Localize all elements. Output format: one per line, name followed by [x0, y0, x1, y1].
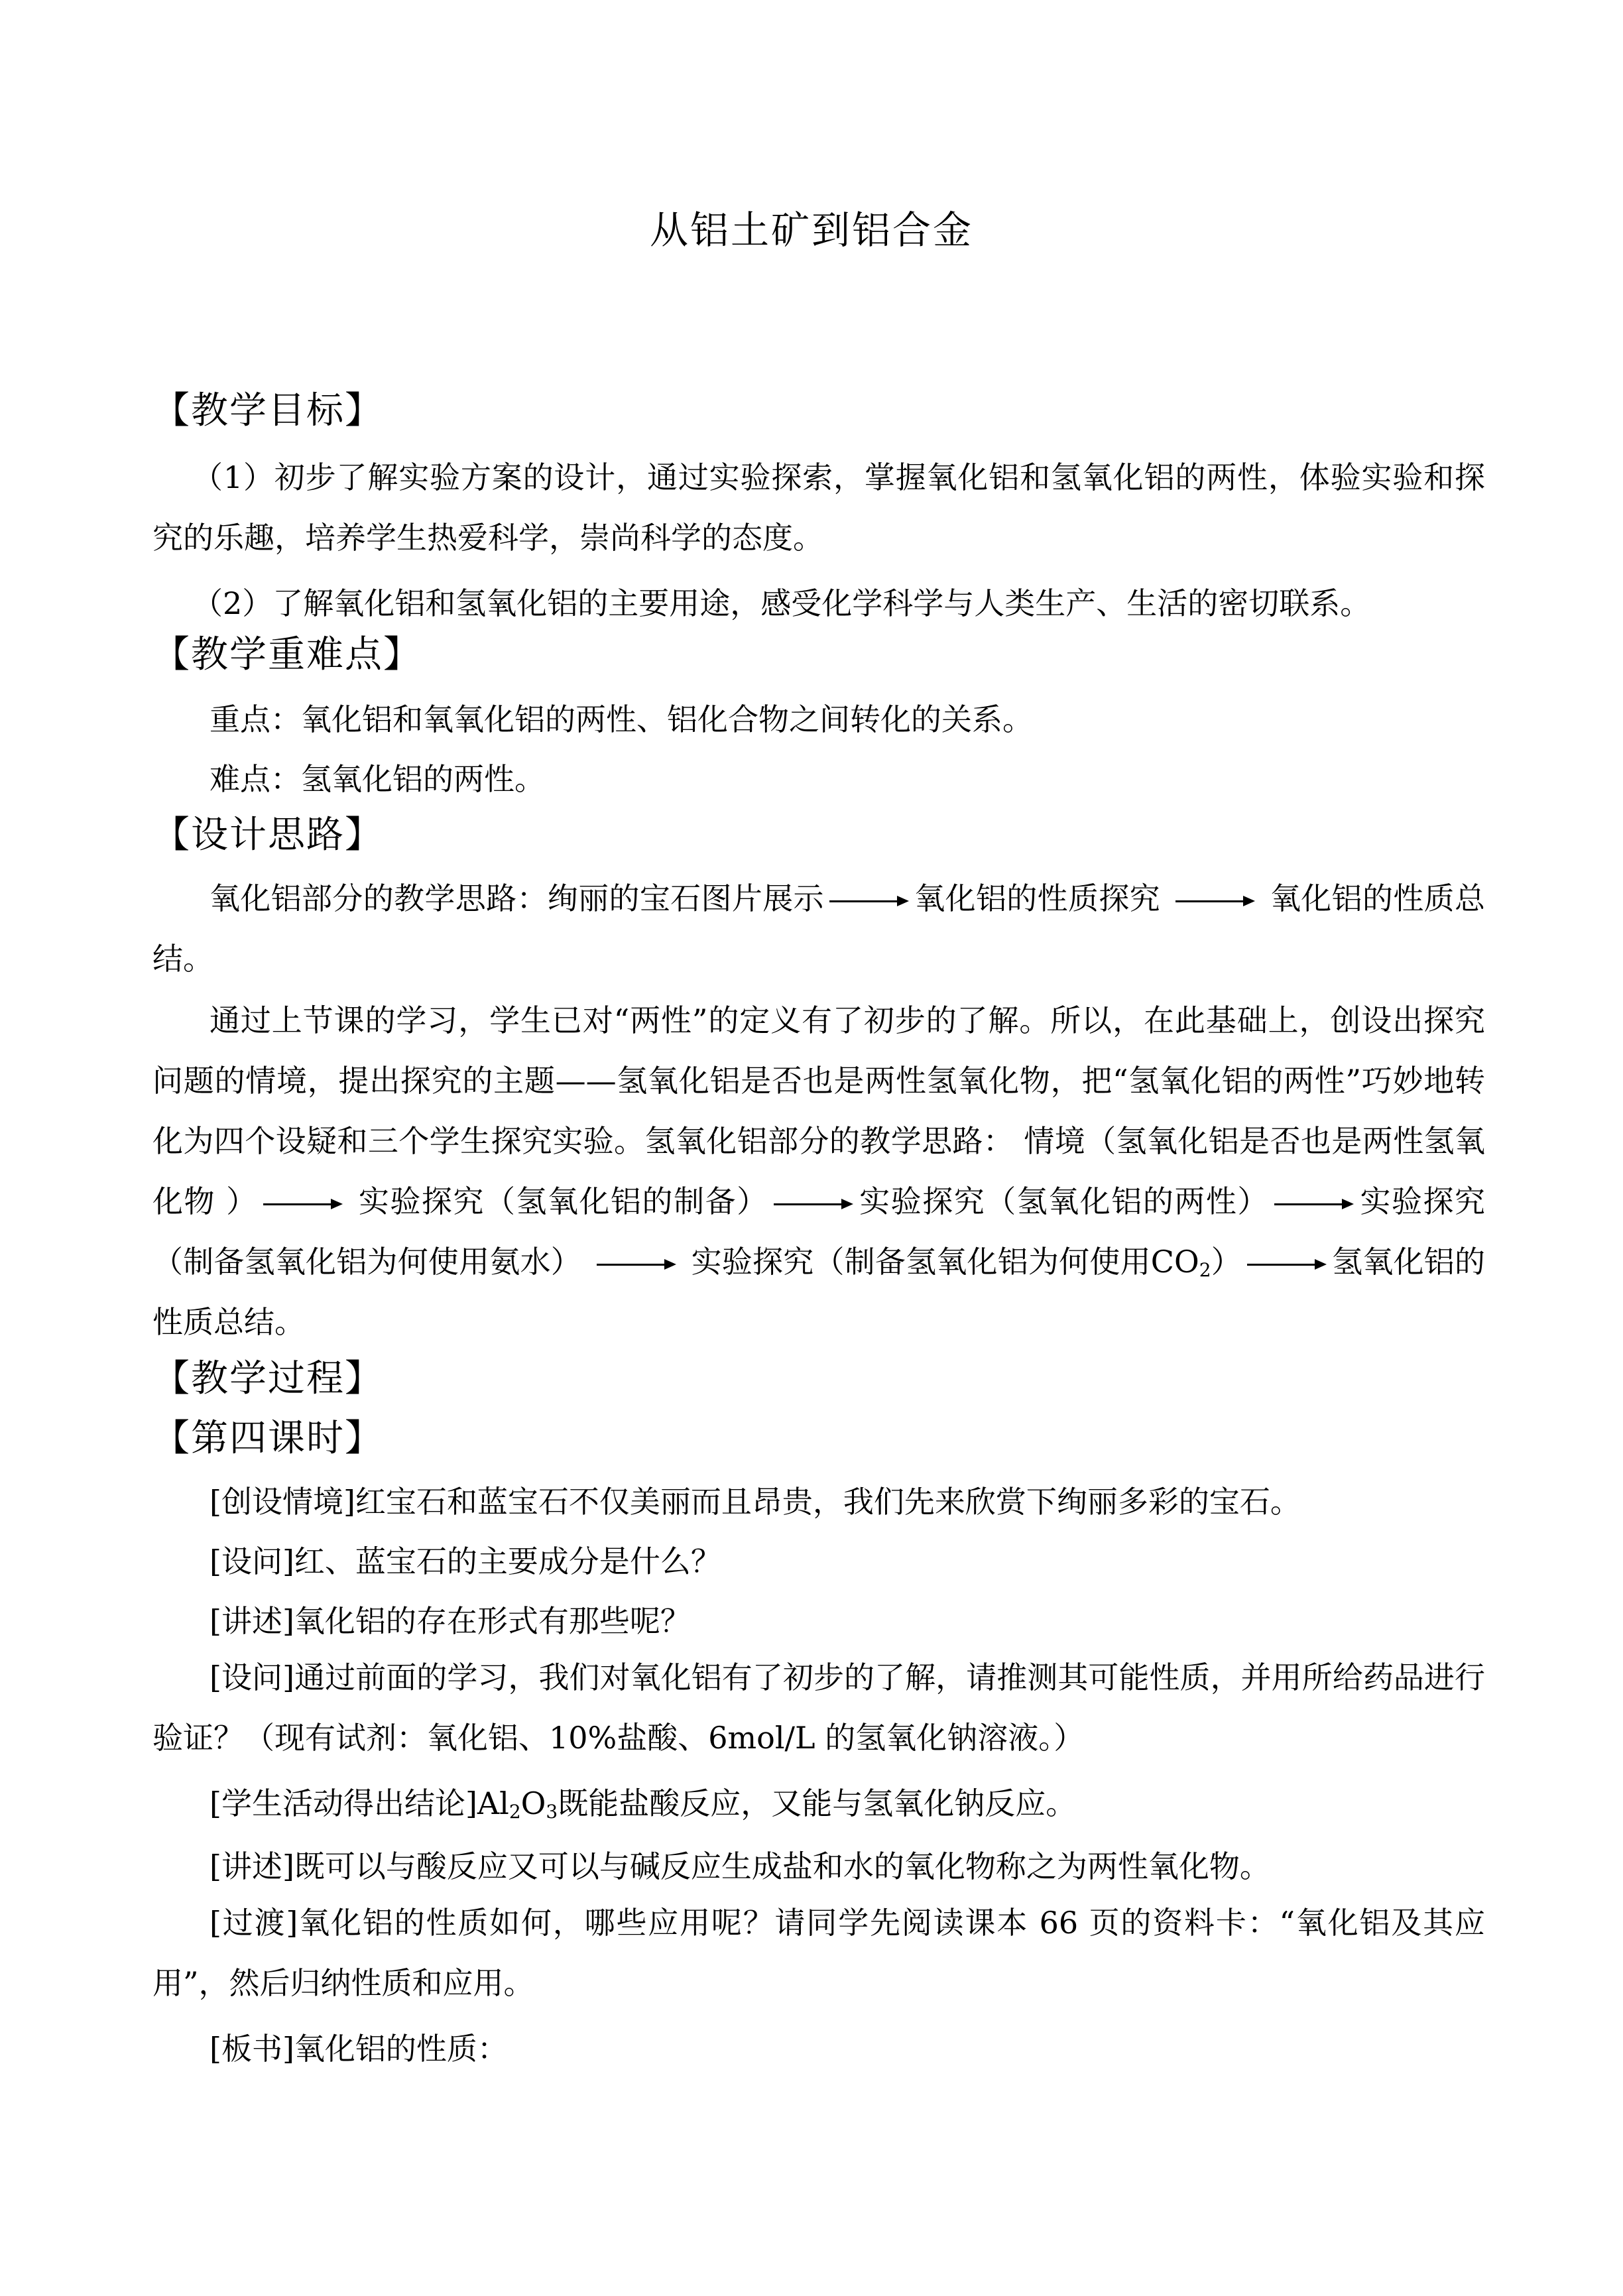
design-1b: 氧化铝的性质探究	[914, 880, 1161, 916]
design-2f: ）	[1211, 1244, 1242, 1280]
process-transition: [过渡]氧化铝的性质如何，哪些应用呢？请同学先阅读课本 66 页的资料卡：“氧化铝及其应用”，然后归纳性质和应用。	[152, 1905, 1485, 2001]
design-1a: 氧化铝部分的教学思路：绚丽的宝石图片展示	[210, 880, 824, 916]
heading-fourth-lesson: 【第四课时】	[152, 1417, 383, 1460]
conclusion-prefix: [学生活动得出结论]Al	[210, 1785, 509, 1821]
arrow-icon	[263, 1197, 343, 1211]
arrow-icon	[1175, 894, 1255, 908]
design-2e-subscript: 2	[1199, 1259, 1211, 1281]
formula-subscript-2: 2	[509, 1801, 521, 1823]
process-narration-2: [讲述]既可以与酸反应又可以与碱反应生成盐和水的氧化物称之为两性氧化物。	[210, 1848, 1270, 1884]
process-student-conclusion	[210, 1777, 1076, 1830]
document-title: 从铝土矿到铝合金	[649, 208, 973, 253]
arrow-icon	[774, 1197, 853, 1211]
formula-subscript-3: 3	[546, 1801, 558, 1823]
design-2c: 实验探究（氢氧化铝的两性）	[858, 1183, 1269, 1219]
process-board-notes: [板书]氧化铝的性质：	[210, 2031, 508, 2067]
arrow-icon	[829, 894, 909, 908]
formula-oxygen: O	[520, 1785, 546, 1821]
difficult-point: 难点：氢氧化铝的两性。	[210, 761, 545, 797]
design-paragraph-1	[152, 869, 1485, 989]
design-paragraph-2	[152, 991, 1485, 1353]
design-2d: 实验探究（制备氢氧化铝为何使用氨水）	[152, 1183, 1486, 1280]
conclusion-text: 既能盐酸反应，又能与氢氧化钠反应。	[558, 1785, 1077, 1821]
goal-1: （1）初步了解实验方案的设计，通过实验探索，掌握氧化铝和氢氧化铝的两性，体验实验和探究的乐趣，培养学生热爱科学，崇尚科学的态度。	[152, 459, 1485, 556]
process-question-2: [设问]通过前面的学习，我们对氧化铝有了初步的了解，请推测其可能性质，并用所给药品进行验证？（现有试剂：氧化铝、10%盐酸、6mol/L 的氢氧化钠溶液。）	[152, 1660, 1485, 1756]
key-point: 重点：氧化铝和氧氧化铝的两性、铝化合物之间转化的关系。	[210, 701, 1033, 737]
design-2g: 氢氧化铝的性质总结。	[152, 1244, 1486, 1340]
arrow-icon	[1247, 1258, 1327, 1271]
heading-teaching-process: 【教学过程】	[152, 1357, 383, 1400]
heading-teaching-goals: 【教学目标】	[152, 389, 383, 432]
design-1c: 氧化铝的性质总结。	[152, 880, 1486, 977]
design-2b: 实验探究（氢氧化铝的制备）	[347, 1183, 768, 1219]
process-create-scenario: [创设情境]红宝石和蓝宝石不仅美丽而且昂贵，我们先来欣赏下绚丽多彩的宝石。	[210, 1484, 1301, 1520]
process-question-1: [设问]红、蓝宝石的主要成分是什么？	[210, 1543, 721, 1579]
design-2e: 实验探究（制备氢氧化铝为何使用CO	[681, 1244, 1199, 1280]
heading-key-difficult-points: 【教学重难点】	[152, 633, 422, 676]
goal-2: （2）了解氧化铝和氢氧化铝的主要用途，感受化学科学与人类生产、生活的密切联系。	[192, 585, 1371, 621]
process-narration-1: [讲述]氧化铝的存在形式有那些呢？	[210, 1603, 691, 1639]
heading-design-ideas: 【设计思路】	[152, 814, 383, 857]
arrow-icon	[1274, 1197, 1354, 1211]
arrow-icon	[597, 1258, 676, 1271]
design-2a: 通过上节课的学习，学生已对“两性”的定义有了初步的了解。所以，在此基础上，创设出探究问题的情境，提出探究的主题——氢氧化铝是否也是两性氢氧化物，把“氢氧化铝的两性”巧妙地转化为四个设疑和三个学生探究实验。氢氧化铝部分的教学思路： 情境（氢氧化铝是否也是两性氢氧化物 ）	[152, 1002, 1485, 1219]
